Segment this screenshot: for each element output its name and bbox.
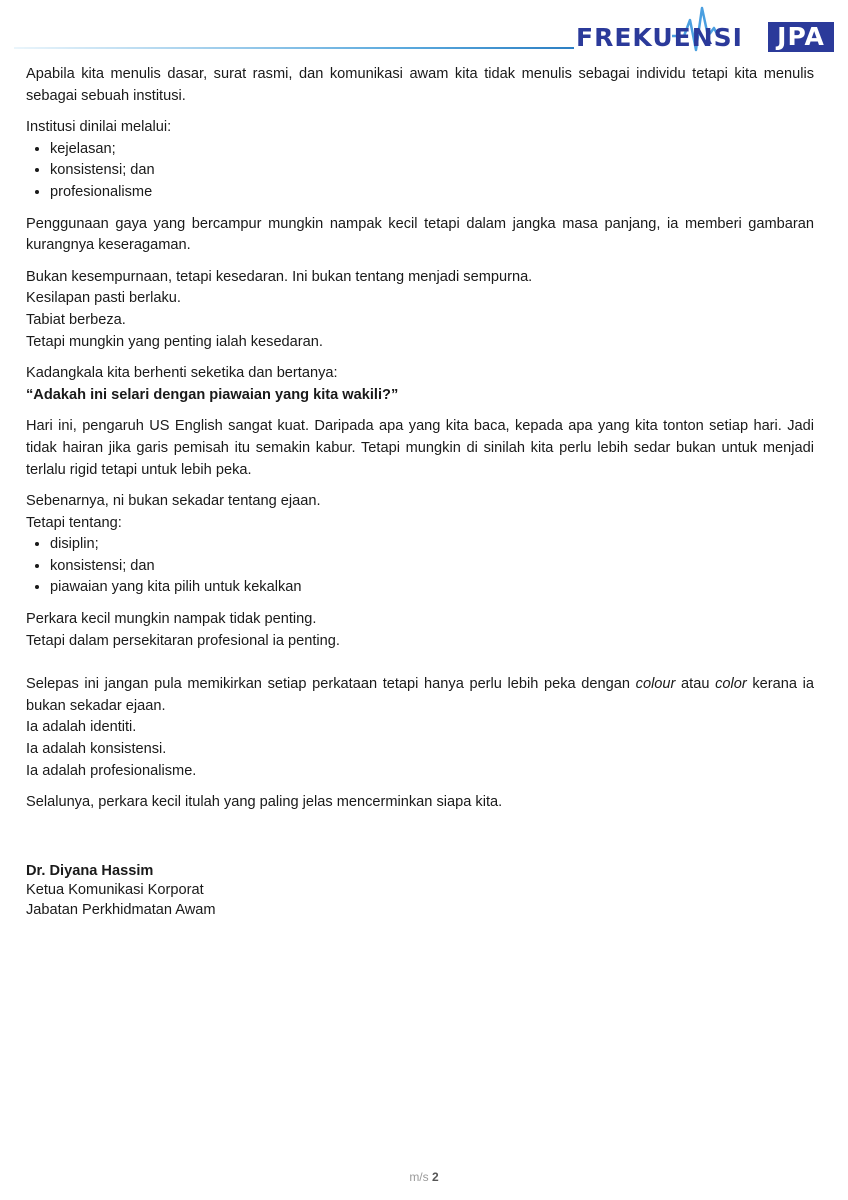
text-run: atau [675,676,716,693]
author-department: Jabatan Perkhidmatan Awam [26,901,216,918]
awareness-block [26,267,814,353]
text-run: Selepas ini jangan pula memikirkan setiap perkataan tetapi hanya perlu lebih peka dengan [26,676,636,693]
page-prefix: m/s [409,1170,432,1184]
article-body [26,64,814,920]
line: Perkara kecil mungkin nampak tidak penting. [26,611,317,628]
list-item: • kejelasan; [50,139,814,161]
line: Ia adalah identiti. [26,719,137,736]
page-value: 2 [431,1170,439,1184]
paragraph-intro: Apabila kita menulis dasar, surat rasmi, dan komunikasi awam kita tidak menulis sebagai individu tetapi kita menulis sebagai sebuah institusi. [26,66,814,104]
colour-paragraph [26,674,814,717]
identity-block [26,674,814,782]
line: Ia adalah profesionalisme. [26,762,197,779]
author-title: Ketua Komunikasi Korporat [26,882,204,899]
line: Tabiat berbeza. [26,311,126,328]
line: Tetapi mungkin yang penting ialah kesedaran. [26,333,323,350]
text-run: kerana ia bukan sekadar ejaan. [26,676,814,714]
author-name: Dr. Diyana Hassim [26,862,154,879]
spelling-block [26,491,814,599]
key-question: “Adakah ini selari dengan piawaian yang kita wakili?” [26,386,399,403]
line: Tetapi dalam persekitaran profesional ia penting. [26,632,340,649]
line: Sebenarnya, ni bukan sekadar tentang ejaan. [26,493,321,510]
line: Tetapi tentang: [26,514,122,531]
italic-word: colour [635,676,676,693]
list-item: • konsistensi; dan [50,556,814,578]
question-block [26,363,814,406]
list-item: • konsistensi; dan [50,160,814,182]
line: Kesilapan pasti berlaku. [26,290,181,307]
italic-word: color [715,676,747,693]
logo-wordmark: FREKUENSI [576,23,743,52]
paragraph-closing: Selalunya, perkara kecil itulah yang paling jelas mencerminkan siapa kita. [26,794,503,811]
list-item: • disiplin; [50,534,814,556]
line: Ia adalah konsistensi. [26,741,167,758]
spelling-list [26,534,814,599]
list-item: • piawaian yang kita pilih untuk kekalkan [50,577,814,599]
page-number [0,1170,848,1184]
list-item: • profesionalisme [50,182,814,204]
line: Kadangkala kita berhenti seketika dan bertanya: [26,365,338,382]
header-divider [14,47,574,49]
signature-block [26,862,814,921]
line: Bukan kesempurnaan, tetapi kesedaran. Ini bukan tentang menjadi sempurna. [26,268,533,285]
logo-jpa-badge: JPA [768,22,834,52]
paragraph-mixed-style: Penggunaan gaya yang bercampur mungkin nampak kecil tetapi dalam jangka masa panjang, ia memberi gambaran kurangnya keseragaman. [26,215,814,254]
frekuensi-jpa-logo [572,6,838,50]
paragraph-us-english: Hari ini, pengaruh US English sangat kuat. Daripada apa yang kita baca, kepada apa yang kita tonton setiap hari. Jadi tidak hairan jika garis pemisah itu semakin kabur. Tetapi mungkin di sinilah kita perlu lebih sedar bukan untuk menjadi terlalu rigid tetapi untuk lebih peka. [26,418,814,478]
small-things-block [26,609,814,652]
criteria-intro: Institusi dinilai melalui: [26,119,172,136]
institution-criteria-block [26,117,814,203]
criteria-list [26,139,814,204]
